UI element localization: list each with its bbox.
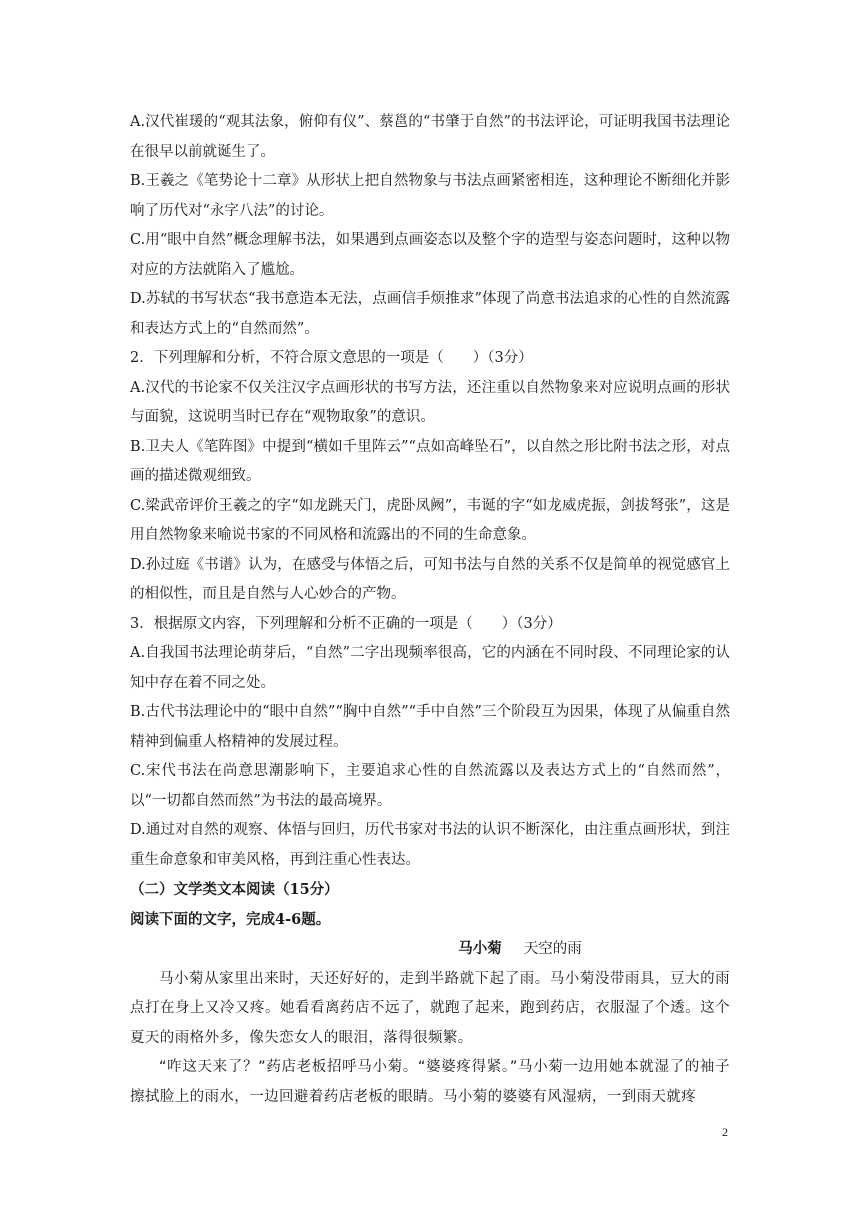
- q1-option-c: C.用“眼中自然”概念理解书法，如果遇到点画姿态以及整个字的造型与姿态问题时，这种以物对应的方法就陷入了尴尬。: [130, 232, 730, 278]
- q1-option-d: D.苏轼的书写状态“我书意造本无法，点画信手烦推求”体现了尚意书法追求的心性的自然流露和表达方式上的“自然而然”。: [130, 291, 730, 337]
- q1-option-b: B.王羲之《笔势论十二章》从形状上把自然物象与书法点画紧密相连，这种理论不断细化并影响了历代对“永字八法”的讨论。: [130, 173, 730, 219]
- q2-option-d: D.孙过庭《书谱》认为，在感受与体悟之后，可知书法与自然的关系不仅是简单的视觉感官上的相似性，而且是自然与人心妙合的产物。: [130, 556, 730, 602]
- q1-option-a: A.汉代崔瑗的“观其法象，俯仰有仪”、蔡邕的“书肇于自然”的书法评论，可证明我国书法理论在很早以前就诞生了。: [130, 114, 730, 160]
- q3-option-d: D.通过对自然的观察、体悟与回归，历代书家对书法的认识不断深化，由注重点画形状，到注重生命意象和审美风格，再到注重心性表达。: [130, 822, 730, 868]
- section-instruction: 阅读下面的文字，完成4-6题。: [130, 910, 331, 928]
- q2-option-c: C.梁武帝评价王羲之的字“如龙跳天门，虎卧凤阙”，韦诞的字“如龙威虎振，剑拔弩张”，这是用自然物象来喻说书家的不同风格和流露出的不同的生命意象。: [130, 497, 730, 543]
- q2-stem: 2．下列理解和分析，不符合原文意思的一项是（ ）（3分）: [130, 350, 533, 366]
- q3-stem: 3．根据原文内容，下列理解和分析不正确的一项是（ ）（3分）: [130, 615, 562, 632]
- passage-author: 马小菊: [458, 940, 502, 957]
- q2-option-a: A.汉代的书论家不仅关注汉字点画形状的书写方法，还注重以自然物象来对应说明点画的形状与面貌，这说明当时已存在“观物取象”的意识。: [130, 379, 730, 425]
- q3-option-a: A.自我国书法理论萌芽后，“自然”二字出现频率很高，它的内涵在不同时段、不同理论家的认知中存在着不同之处。: [130, 645, 730, 691]
- passage-title-text: 天空的雨: [523, 941, 582, 957]
- q3-option-b: B.古代书法理论中的“眼中自然”“胸中自然”“手中自然”三个阶段互为因果，体现了从偏重自然精神到偏重人格精神的发展过程。: [130, 704, 730, 750]
- passage-paragraph-1: 马小菊从家里出来时，天还好好的，走到半路就下起了雨。马小菊没带雨具，豆大的雨点打在身上又冷又疼。她看看离药店不远了，就跑了起来，跑到药店，衣服湿了个透。这个夏天的雨格外多，像失恋女人的眼泪，落得很频繁。: [130, 970, 730, 1046]
- page-content: [130, 108, 730, 1112]
- section-heading: （二）文学类文本阅读（15分）: [130, 881, 339, 898]
- passage-title: [130, 934, 730, 965]
- passage-paragraph-2: “咋这天来了？”药店老板招呼马小菊。“婆婆疼得紧。”马小菊一边用她本就湿了的袖子擦拭脸上的雨水，一边回避着药店老板的眼睛。马小菊的婆婆有风湿病，一到雨天就疼: [130, 1059, 730, 1105]
- page-number: 2: [722, 1125, 728, 1139]
- q3-option-c: C.宋代书法在尚意思潮影响下，主要追求心性的自然流露以及表达方式上的“自然而然”，以“一切都自然而然”为书法的最高境界。: [130, 763, 730, 809]
- q2-option-b: B.卫夫人《笔阵图》中提到“横如千里阵云”“点如高峰坠石”，以自然之形比附书法之形，对点画的描述微观细致。: [130, 438, 730, 484]
